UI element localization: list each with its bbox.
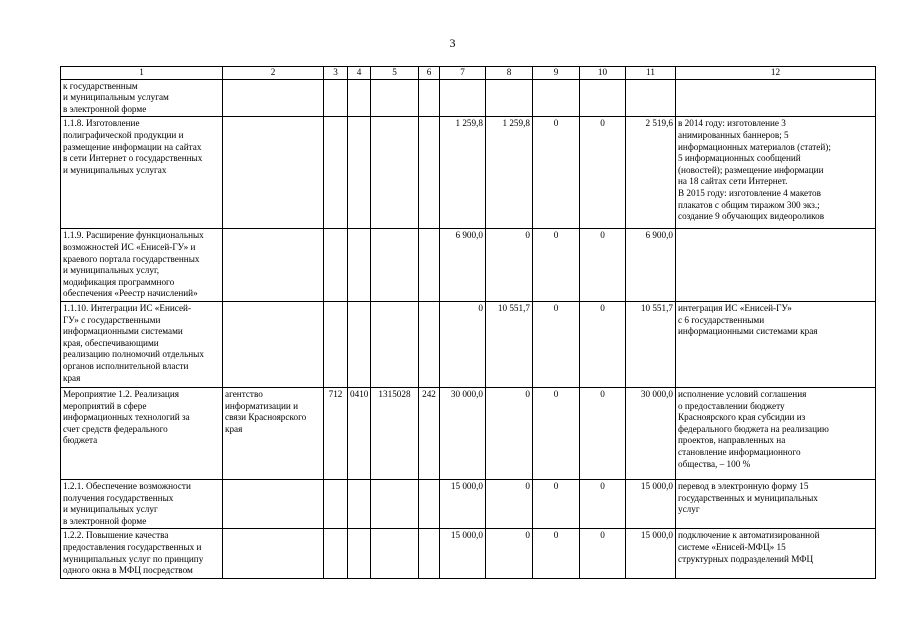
amount-total-cell: 30 000,0 <box>626 387 676 479</box>
code-grbs-cell <box>324 79 348 117</box>
amount-2016-cell: 0 <box>533 229 580 302</box>
code-csr-cell: 1315028 <box>371 387 419 479</box>
column-header-3: 3 <box>324 67 348 80</box>
amount-2016-cell: 0 <box>533 117 580 229</box>
row-name-cell: Мероприятие 1.2. Реализация мероприятий в сфере информационных технологий за счет средств федерального бюджета <box>61 387 223 479</box>
expected-result-cell: перевод в электронную форму 15 государственных и муниципальных услуг <box>676 479 876 528</box>
amount-2017-cell: 0 <box>580 117 626 229</box>
row-name-cell: 1.1.9. Расширение функциональных возможностей ИС «Енисей-ГУ» и краевого портала государственных и муниципальных услуг, модификация программного обеспечения «Реестр начислений» <box>61 229 223 302</box>
amount-total-cell: 15 000,0 <box>626 529 676 578</box>
column-header-8: 8 <box>486 67 533 80</box>
amount-2015-cell: 1 259,8 <box>486 117 533 229</box>
table-row <box>61 117 876 229</box>
column-header-12: 12 <box>676 67 876 80</box>
executor-cell <box>223 479 324 528</box>
amount-total-cell: 10 551,7 <box>626 301 676 387</box>
code-csr-cell <box>371 229 419 302</box>
executor-cell: агентство информатизации и связи Красноярского края <box>223 387 324 479</box>
amount-2014-cell <box>440 79 486 117</box>
expected-result-cell: интеграция ИС «Енисей-ГУ» с 6 государственными информационными системами края <box>676 301 876 387</box>
amount-2014-cell: 6 900,0 <box>440 229 486 302</box>
amount-2014-cell: 1 259,8 <box>440 117 486 229</box>
amount-2015-cell: 0 <box>486 529 533 578</box>
amount-2016-cell <box>533 79 580 117</box>
amount-2014-cell: 15 000,0 <box>440 479 486 528</box>
budget-table <box>60 66 876 579</box>
row-name-cell: к государственным и муниципальным услугам в электронной форме <box>61 79 223 117</box>
code-csr-cell <box>371 117 419 229</box>
table-row <box>61 79 876 117</box>
amount-total-cell: 2 519,6 <box>626 117 676 229</box>
amount-2015-cell: 0 <box>486 479 533 528</box>
amount-total-cell <box>626 79 676 117</box>
amount-2017-cell: 0 <box>580 529 626 578</box>
executor-cell <box>223 117 324 229</box>
amount-2015-cell <box>486 79 533 117</box>
expected-result-cell: в 2014 году: изготовление 3 анимированных баннеров; 5 информационных материалов (статей); 5 информационных сообщений (новостей); размещение информации на 18 сайтах сети Интернет. В 2015 году: изготовление 4 макетов плакатов с общим тиражом 300 экз.; создание 9 обучающих видеороликов <box>676 117 876 229</box>
code-grbs-cell <box>324 529 348 578</box>
table-row <box>61 529 876 578</box>
amount-total-cell: 6 900,0 <box>626 229 676 302</box>
amount-2014-cell: 30 000,0 <box>440 387 486 479</box>
code-vr-cell <box>419 529 440 578</box>
table-row <box>61 229 876 302</box>
amount-2014-cell: 0 <box>440 301 486 387</box>
code-vr-cell <box>419 479 440 528</box>
code-rzpr-cell <box>348 529 371 578</box>
amount-2017-cell <box>580 79 626 117</box>
column-header-2: 2 <box>223 67 324 80</box>
page-number: 3 <box>449 36 456 50</box>
table-row <box>61 301 876 387</box>
code-rzpr-cell <box>348 229 371 302</box>
row-name-cell: 1.1.8. Изготовление полиграфической продукции и размещение информации на сайтах в сети Интернет о государственных и муниципальных услугах <box>61 117 223 229</box>
amount-2017-cell: 0 <box>580 229 626 302</box>
column-header-4: 4 <box>348 67 371 80</box>
amount-2015-cell: 10 551,7 <box>486 301 533 387</box>
row-name-cell: 1.2.1. Обеспечение возможности получения государственных и муниципальных услуг в электронной форме <box>61 479 223 528</box>
code-rzpr-cell <box>348 117 371 229</box>
table-body <box>61 79 876 578</box>
column-header-7: 7 <box>440 67 486 80</box>
code-rzpr-cell <box>348 301 371 387</box>
code-vr-cell <box>419 301 440 387</box>
column-header-10: 10 <box>580 67 626 80</box>
table-row <box>61 387 876 479</box>
code-grbs-cell <box>324 229 348 302</box>
column-header-6: 6 <box>419 67 440 80</box>
amount-2016-cell: 0 <box>533 387 580 479</box>
expected-result-cell <box>676 229 876 302</box>
executor-cell <box>223 79 324 117</box>
column-header-1: 1 <box>61 67 223 80</box>
row-name-cell: 1.2.2. Повышение качества предоставления государственных и муниципальных услуг по принципу одного окна в МФЦ посредством <box>61 529 223 578</box>
code-grbs-cell: 712 <box>324 387 348 479</box>
expected-result-cell: исполнение условий соглашения о предоставлении бюджету Красноярского края субсидии из федерального бюджета на реализацию проектов, направленных на становление информационного общества, – 100 % <box>676 387 876 479</box>
code-rzpr-cell <box>348 479 371 528</box>
header-row <box>61 67 876 80</box>
amount-2017-cell: 0 <box>580 387 626 479</box>
amount-2016-cell: 0 <box>533 529 580 578</box>
code-rzpr-cell <box>348 79 371 117</box>
code-vr-cell <box>419 79 440 117</box>
row-name-cell: 1.1.10. Интеграции ИС «Енисей- ГУ» с государственными информационными системами края, обеспечивающими реализацию полномочий отдельных органов исполнительной власти края <box>61 301 223 387</box>
amount-2016-cell: 0 <box>533 301 580 387</box>
code-vr-cell: 242 <box>419 387 440 479</box>
column-header-9: 9 <box>533 67 580 80</box>
code-grbs-cell <box>324 479 348 528</box>
amount-2014-cell: 15 000,0 <box>440 529 486 578</box>
code-rzpr-cell: 0410 <box>348 387 371 479</box>
code-csr-cell <box>371 79 419 117</box>
table-row <box>61 479 876 528</box>
code-vr-cell <box>419 229 440 302</box>
column-header-5: 5 <box>371 67 419 80</box>
executor-cell <box>223 529 324 578</box>
amount-2016-cell: 0 <box>533 479 580 528</box>
code-csr-cell <box>371 529 419 578</box>
expected-result-cell: подключение к автоматизированной системе «Енисей-МФЦ» 15 структурных подразделений МФЦ <box>676 529 876 578</box>
amount-2015-cell: 0 <box>486 229 533 302</box>
executor-cell <box>223 301 324 387</box>
code-grbs-cell <box>324 301 348 387</box>
code-csr-cell <box>371 301 419 387</box>
expected-result-cell <box>676 79 876 117</box>
code-csr-cell <box>371 479 419 528</box>
code-grbs-cell <box>324 117 348 229</box>
amount-2017-cell: 0 <box>580 301 626 387</box>
amount-2015-cell: 0 <box>486 387 533 479</box>
amount-2017-cell: 0 <box>580 479 626 528</box>
executor-cell <box>223 229 324 302</box>
amount-total-cell: 15 000,0 <box>626 479 676 528</box>
column-header-11: 11 <box>626 67 676 80</box>
code-vr-cell <box>419 117 440 229</box>
